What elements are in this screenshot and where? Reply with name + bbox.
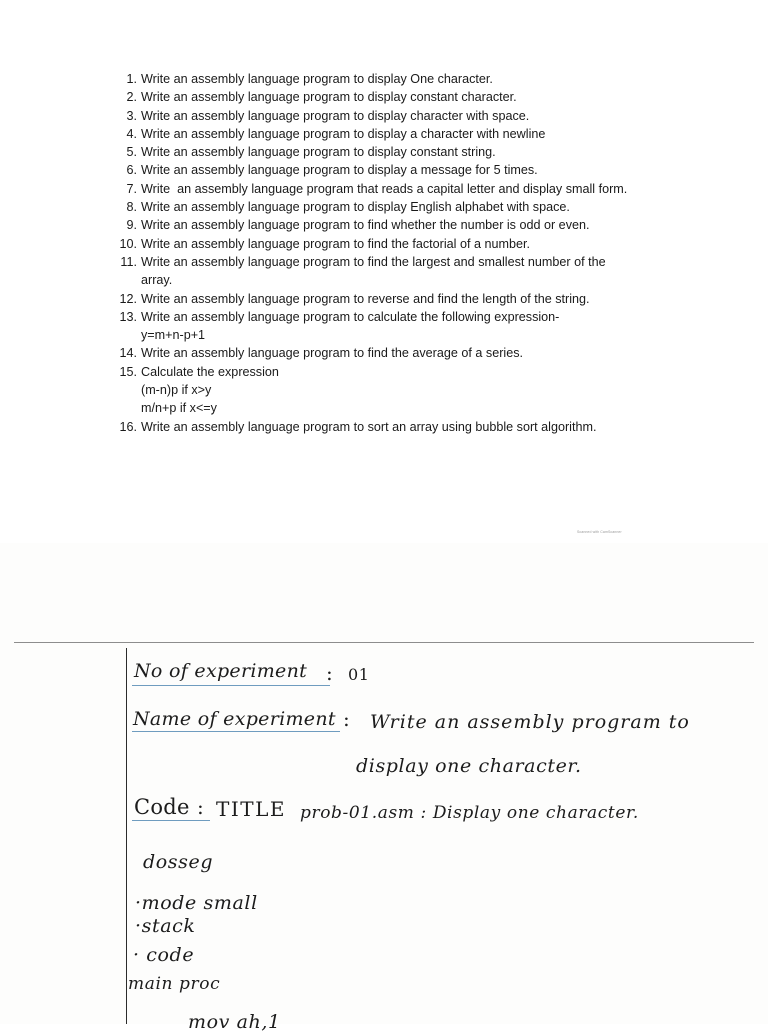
label-underline bbox=[132, 731, 340, 732]
item-text: Calculate the expression bbox=[141, 364, 279, 379]
notebook-margin-line bbox=[126, 648, 127, 1024]
list-item bbox=[116, 363, 716, 418]
experiment-no-colon: : bbox=[326, 661, 333, 685]
item-number: 10. bbox=[119, 236, 137, 251]
list-item bbox=[116, 161, 716, 179]
list-item bbox=[116, 418, 716, 436]
item-number: 11. bbox=[120, 254, 137, 269]
code-title-keyword: TITLE bbox=[216, 797, 286, 821]
item-number: 3. bbox=[126, 108, 137, 123]
code-title-rest: prob-01.asm : Display one character. bbox=[300, 803, 639, 823]
item-text: Write an assembly language program to display a character with newline bbox=[141, 126, 546, 141]
item-number: 4. bbox=[126, 126, 137, 141]
list-item bbox=[116, 216, 716, 234]
item-number: 12. bbox=[119, 291, 137, 306]
item-text: Write an assembly language program to display One character. bbox=[141, 72, 493, 86]
list-item bbox=[116, 70, 716, 88]
list-item bbox=[116, 235, 716, 253]
item-number: 9. bbox=[126, 218, 137, 233]
item-number: 15. bbox=[119, 364, 137, 379]
list-item bbox=[116, 198, 716, 216]
list-item bbox=[116, 290, 716, 308]
experiment-name-line-1: Write an assembly program to bbox=[370, 711, 690, 733]
item-number: 16. bbox=[119, 419, 137, 434]
scanner-watermark: Scanned with CamScanner bbox=[577, 530, 622, 534]
experiment-name-colon: : bbox=[343, 707, 350, 731]
list-item bbox=[116, 143, 716, 161]
code-colon: : bbox=[197, 795, 204, 819]
item-number: 13. bbox=[119, 309, 137, 324]
item-text: Write an assembly language program to find the average of a series. bbox=[141, 346, 523, 361]
item-number: 8. bbox=[126, 200, 137, 215]
code-label: Code bbox=[134, 795, 190, 819]
experiment-name-label: Name of experiment bbox=[133, 708, 336, 730]
list-item bbox=[116, 180, 716, 198]
item-number: 7. bbox=[126, 181, 137, 196]
item-continuation: y=m+n-p+1 bbox=[141, 328, 206, 343]
code-line: ·stack bbox=[135, 915, 196, 937]
experiment-no-label: No of experiment bbox=[134, 660, 308, 682]
item-number: 6. bbox=[126, 163, 137, 178]
experiment-no-value: 01 bbox=[348, 665, 370, 684]
list-item bbox=[116, 308, 716, 345]
code-line: ·mode small bbox=[135, 892, 258, 914]
item-text: Write an assembly language program that reads a capital letter and display small form. bbox=[141, 181, 628, 196]
notebook-photo bbox=[0, 543, 768, 1024]
item-text: Write an assembly language program to display English alphabet with space. bbox=[141, 200, 570, 215]
item-text: Write an assembly language program to find the largest and smallest number of the bbox=[141, 254, 606, 269]
item-number: 14. bbox=[119, 346, 137, 361]
code-line: dosseg bbox=[143, 851, 214, 873]
item-continuation: (m-n)p if x>y bbox=[141, 383, 212, 398]
item-text: Write an assembly language program to display character with space. bbox=[141, 108, 530, 123]
item-continuation: m/n+p if x<=y bbox=[141, 401, 217, 416]
item-number: 1. bbox=[126, 72, 137, 86]
code-line: mov ah,1 bbox=[188, 1011, 281, 1033]
list-item bbox=[116, 253, 716, 290]
item-continuation: array. bbox=[141, 273, 173, 288]
assignment-list bbox=[116, 70, 716, 436]
list-item bbox=[116, 88, 716, 106]
label-underline bbox=[132, 820, 210, 821]
item-text: Write an assembly language program to find whether the number is odd or even. bbox=[141, 218, 590, 233]
item-number: 5. bbox=[126, 145, 137, 160]
item-text: Write an assembly language program to sort an array using bubble sort algorithm. bbox=[141, 419, 597, 434]
code-line: · code bbox=[133, 944, 195, 966]
item-text: Write an assembly language program to display a message for 5 times. bbox=[141, 163, 538, 178]
list-item bbox=[116, 107, 716, 125]
code-line: main proc bbox=[128, 974, 221, 994]
list-item bbox=[116, 125, 716, 143]
item-number: 2. bbox=[126, 90, 137, 105]
item-text: Write an assembly language program to calculate the following expression- bbox=[141, 309, 560, 324]
list-item bbox=[116, 344, 716, 362]
item-text: Write an assembly language program to display constant character. bbox=[141, 90, 517, 105]
notebook-top-edge bbox=[14, 642, 754, 643]
item-text: Write an assembly language program to find the factorial of a number. bbox=[141, 236, 530, 251]
experiment-name-line-2: display one character. bbox=[356, 755, 582, 777]
item-text: Write an assembly language program to reverse and find the length of the string. bbox=[141, 291, 590, 306]
item-text: Write an assembly language program to display constant string. bbox=[141, 145, 496, 160]
label-underline bbox=[132, 685, 330, 686]
